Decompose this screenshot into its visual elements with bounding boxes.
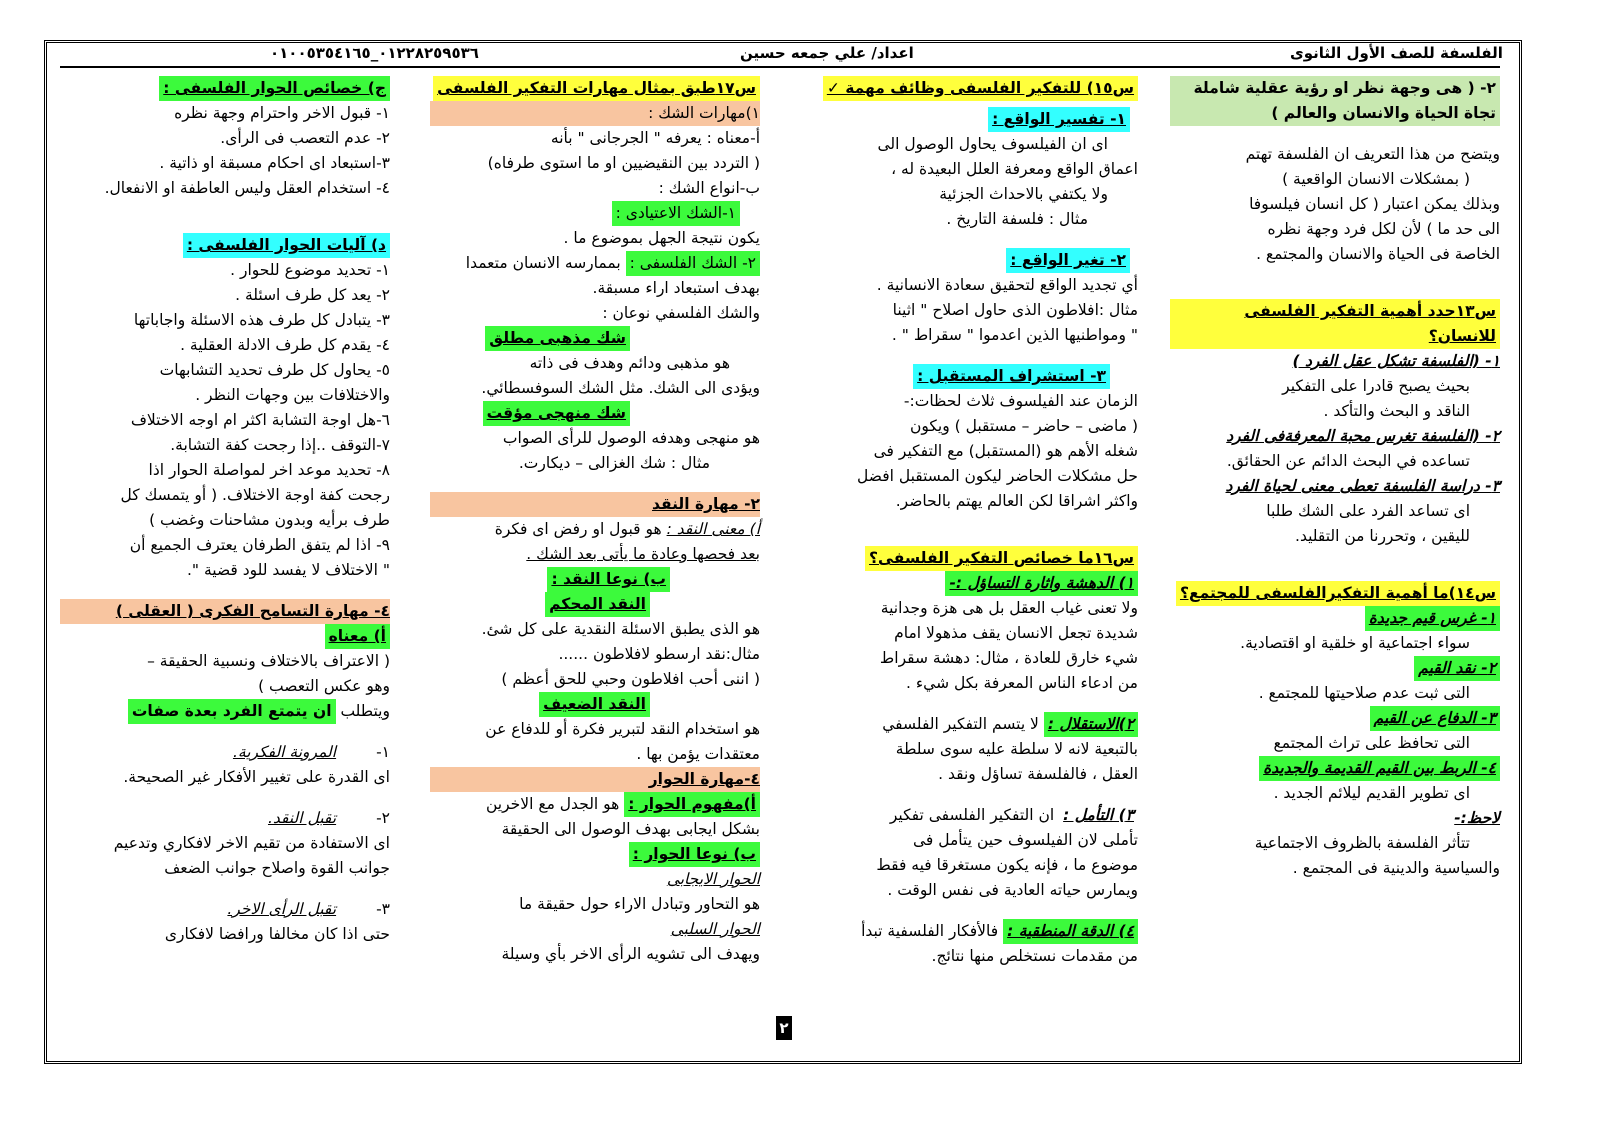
q14-item-line: اى تطوير القديم ليلائم الجديد . [1273, 784, 1470, 802]
dialogue-property-line: ٢- عدم التعصب فى الرأى. [220, 129, 390, 147]
dialogue-property-line: ٤- استخدام العقل وليس العاطفة او الانفعال. [104, 179, 390, 197]
trait-number: ١- [376, 743, 390, 761]
trait-number: ٢- [376, 809, 390, 827]
tolerance-meaning-line: وهو عكس التعصب ) [258, 677, 390, 695]
q16-title: س١٦ما خصائص التفكير الفلسفى؟ [865, 546, 1138, 571]
intro-line: الخاصة فى الحياة والانسان والمجتمع . [1256, 245, 1500, 263]
tolerance-meaning-line: ( الاعتراف بالاختلاف ونسبية الحقيقة – [147, 652, 390, 670]
dialogue-heading: ٤-مهارة الحوار [430, 767, 760, 792]
absolute-doubt-line: ويؤدى الى الشك. مثل الشك السوفسطائي. [481, 379, 760, 397]
dialogue-property-line: ١- قبول الاخر واحترام وجهة نظره [174, 104, 390, 122]
property-2-text: لا يتسم التفكير الفلسفي [882, 715, 1044, 733]
strong-criticism-line: مثال:نقد ارسطو لافلاطون ...... [558, 645, 760, 663]
dialogue-mechanism-line: ٣- يتبادل كل طرف هذه الاسئلة واجاباتها [133, 311, 390, 329]
criticism-meaning-line: بعد فحصها وعادة ما يأتى بعد الشك . [526, 545, 760, 563]
q14-item-heading: ٣- الدفاع عن القيم [1370, 706, 1500, 731]
function-2-line: مثال :افلاطون الذى حاول اصلاح " اثينا [892, 301, 1138, 319]
weak-criticism-line: معتقدات يؤمن بها . [636, 745, 760, 763]
methodical-doubt-heading: شك منهجى مؤقت [483, 401, 630, 426]
trait-heading: تقبل النقد. [267, 809, 337, 827]
absolute-doubt-heading: شك مذهبى مطلق [485, 326, 630, 351]
function-1-heading: ١- تفسير الواقع : [988, 107, 1130, 132]
property-1-line: شديدة تجعل الانسان يقف مذهولا امام [894, 624, 1138, 642]
q13-item-line: لليقين ، وتحررنا من التقليد. [1295, 527, 1470, 545]
dialogue-meaning-line: بشكل ايجابى بهدف الوصول الى الحقيقة [501, 820, 760, 838]
absolute-doubt-line: هو مذهبى ودائم وهدف فى ذاته [529, 354, 730, 372]
property-4-text: فالأفكار الفلسفية تبدأ [861, 922, 1004, 940]
q13-item-heading: ١- (الفلسفة تشكل عقل الفرد ) [1292, 352, 1500, 370]
property-4-heading: ٤) الدقة المنطقية : [1003, 919, 1138, 944]
property-1-line: شيء خارق للعادة ، مثال: دهشة سقراط [879, 649, 1138, 667]
function-3-line: واكثر اشراقا لكن العالم يهتم بالحاضر. [895, 492, 1138, 510]
function-1-line: اعماق الواقع ومعرفة العلل البعيدة له ، [891, 160, 1138, 178]
tolerance-requires-text: ويتطلب [335, 702, 390, 720]
property-1-heading: ١) الدهشة واثارة التساؤل :- [945, 571, 1138, 596]
column-2 [808, 74, 1138, 969]
column-4 [60, 74, 390, 947]
function-1-line: ولا يكتفي بالاحداث الجزئية [939, 185, 1108, 203]
property-2-heading: ٢)الاستقلال : [1044, 712, 1138, 737]
dialogue-types-heading: ب) نوعا الحوار : [629, 842, 760, 867]
criticism-meaning-text: هو قبول او رفض اى فكرة [494, 520, 667, 538]
doubt-line: ب-انواع الشك : [658, 179, 760, 197]
doubt-line: ( التردد بين النقيضيين او ما استوى طرفاه) [487, 154, 760, 172]
intro-line: الى حد ما ) لأن لكل فرد وجهة نظره [1267, 220, 1500, 238]
function-3-line: شغله الأهم هو (المستقبل) مع التفكير فى [873, 442, 1138, 460]
strong-criticism-line: ( اننى أحب افلاطون وحبي للحق أعظم ) [501, 670, 760, 688]
dialogue-mechanism-line: ٧-التوقف ..إذا رجحت كفة التشابة. [170, 436, 390, 454]
methodical-doubt-line: هو منهجى وهدفه الوصول للرأى الصواب [502, 429, 760, 447]
philosophical-doubt-text: بممارسه الانسان متعمدا [465, 254, 626, 272]
q13-item-heading: ٣- دراسة الفلسفة تعطى معنى لحياة الفرد [1225, 477, 1500, 495]
methodical-doubt-line: مثال : شك الغزالى – ديكارت. [518, 454, 710, 472]
q13-item-line: اى تساعد الفرد على الشك طلبا [1266, 502, 1470, 520]
doubt-line: أ-معناه : يعرفه " الجرجانى " بأنه [550, 129, 760, 147]
tolerance-heading: ٤- مهارة التسامح الفكرى ( العقلى ) [60, 599, 390, 624]
positive-dialogue-line: هو التحاور وتبادل الاراء حول حقيقة ما [519, 895, 760, 913]
property-3-text: ان التفكير الفلسفى تفكير [889, 806, 1060, 824]
intro-line: وبذلك يمكن اعتبار ( كل انسان فيلسوفا [1249, 195, 1500, 213]
philosophical-doubt-line: بهدف استبعاد اراء مسبقة. [592, 279, 760, 297]
property-1-line: من ادعاء الناس المعرفة بكل شيء . [906, 674, 1138, 692]
function-3-heading: ٣- استشراف المستقبل : [913, 364, 1110, 389]
property-2-line: العقل ، فالفلسفة تساؤل ونقد . [938, 765, 1138, 783]
function-2-line: أي تجديد الواقع لتحقيق سعادة الانسانية . [876, 276, 1138, 294]
property-2-line: بالتبعية لانه لا سلطة عليه سوى سلطة [895, 740, 1138, 758]
doubt-heading: ١)مهارات الشك : [430, 101, 760, 126]
dialogue-mechanisms-heading: د) آليات الحوار الفلسفى : [183, 233, 390, 258]
dialogue-mechanism-line: ٤- يقدم كل طرف الادلة العقلية . [180, 336, 390, 354]
function-3-line: الزمان عند الفيلسوف ثلاث لحظات:- [903, 392, 1138, 410]
dialogue-mechanism-line: ٢- يعد كل طرف اسئلة . [235, 286, 390, 304]
q15-title: س١٥) للتفكير الفلسفى وظائف مهمة ✓ [823, 76, 1138, 101]
q14-item-line: سواء اجتماعية او خلقية او اقتصادية. [1240, 634, 1470, 652]
dialogue-mechanism-line: رجحت كفة اوجة الاختلاف. ( أو يتمسك كل [120, 486, 390, 504]
trait-line: جوانب القوة واصلاح جوانب الضعف [164, 859, 390, 877]
property-3-heading: ٣) التأمل : [1063, 806, 1134, 824]
q13-item-line: تساعده في البحث الدائم عن الحقائق. [1226, 452, 1470, 470]
function-3-line: ( ماضى – حاضر – مستقبل ) ويكون [909, 417, 1138, 435]
intro-question: ٢- ( هى وجهة نظر او رؤية عقلية شاملة تجاة الحياة والانسان والعالم ) [1170, 76, 1500, 126]
philosophical-doubt-heading: ٢- الشك الفلسفى : [626, 251, 760, 276]
dialogue-mechanism-line: ٥- يحاول كل طرف تحديد التشابهات [159, 361, 390, 379]
column-1 [1170, 74, 1500, 881]
column-3 [430, 74, 760, 967]
weak-criticism-line: هو استخدام النقد لتبرير فكرة أو للدفاع عن [485, 720, 760, 738]
property-3-line: موضوع ما ، فإنه يكون مستغرقا فيه فقط [876, 856, 1138, 874]
note-line: والسياسية والدينية فى المجتمع . [1292, 859, 1500, 877]
dialogue-meaning-heading: أ)مفهوم الحوار : [624, 792, 760, 817]
q14-item-heading: ٢- نقد القيم [1414, 656, 1500, 681]
trait-heading: المرونة الفكرية. [232, 743, 337, 761]
negative-dialogue-heading: الحوار السلبى [670, 920, 760, 938]
q17-title: س١٧طبق بمثال مهارات التفكير الفلسفى [433, 76, 760, 101]
property-1-line: ولا تعنى غياب العقل بل هى هزة وجدانية [880, 599, 1138, 617]
criticism-types-heading: ب) نوعا النقد : [547, 567, 670, 592]
header-phones: ٠١٢٢٨٢٥٩٥٣٦_٠١٠٠٥٣٥٤١٦٥ [270, 44, 479, 62]
dialogue-property-line: ٣-استبعاد اى احكام مسبقة او ذاتية . [159, 154, 390, 172]
ordinary-doubt-heading: ١-الشك الاعتيادى : [612, 201, 740, 226]
philosophical-doubt-line: والشك الفلسفي نوعان : [602, 304, 760, 322]
intro-line: ( بمشكلات الانسان الواقعية ) [1282, 170, 1470, 188]
property-3-line: تأملى لان الفيلسوف حين يتأمل فى [913, 831, 1138, 849]
q13-item-heading: ٢- (الفلسفة تغرس محبة المعرفةفى الفرد [1226, 427, 1500, 445]
strong-criticism-line: هو الذى يطبق الاسئلة النقدية على كل شئ. [481, 620, 760, 638]
tolerance-meaning-heading: أ) معناه [325, 624, 390, 649]
tolerance-requires-highlight: ان يتمتع الفرد بعدة صفات [128, 699, 336, 724]
strong-criticism-heading: النقد المحكم [545, 592, 650, 617]
q14-item-line: التى تحافظ على تراث المجتمع [1273, 734, 1470, 752]
note-line: تتأثر الفلسفة بالظروف الاجتماعية [1254, 834, 1470, 852]
q13-item-line: بحيث يصبح قادرا على التفكير [1282, 377, 1470, 395]
positive-dialogue-heading: الحوار الايجابى [666, 870, 760, 888]
weak-criticism-heading: النقد الضعيف [539, 692, 650, 717]
negative-dialogue-line: ويهدف الى تشويه الرأى الاخر بأي وسيلة [501, 945, 760, 963]
q13-item-line: الناقد و البحث والتأكد . [1323, 402, 1470, 420]
property-3-line: ويمارس حياته العادية فى نفس الوقت . [887, 881, 1138, 899]
dialogue-mechanism-line: طرف برأيه وبدون مشاحنات وغضب ) [149, 511, 390, 529]
criticism-heading: ٢- مهارة النقد [430, 492, 760, 517]
trait-line: اى الاستفادة من تقيم الاخر لافكاري وتدعيم [113, 834, 390, 852]
trait-number: ٣- [376, 900, 390, 918]
dialogue-mechanism-line: والاختلافات بين وجهات النظر . [195, 386, 390, 404]
function-2-line: " ومواطنيها الذين اعدموا " سقراط " . [891, 326, 1138, 344]
intro-line: ويتضح من هذا التعريف ان الفلسفة تهتم [1245, 145, 1500, 163]
dialogue-mechanism-line: ٩- اذا لم يتفق الطرفان يعترف الجميع أن [129, 536, 390, 554]
header-subject: الفلسفة للصف الأول الثانوى [1290, 44, 1503, 62]
function-3-line: حل مشكلات الحاضر ليكون المستقبل افضل [857, 467, 1138, 485]
ordinary-doubt-line: يكون نتيجة الجهل بموضوع ما . [563, 229, 760, 247]
trait-line: اى القدرة على تغيير الأفكار غير الصحيحة. [123, 768, 390, 786]
dialogue-properties-heading: ج) خصائص الحوار الفلسفى : [159, 76, 390, 101]
property-4-line: من مقدمات نستخلص منها نتائج. [931, 947, 1138, 965]
function-2-heading: ٢- تغير الواقع : [1006, 248, 1130, 273]
q14-item-heading: ١- غرس قيم جديدة [1365, 606, 1500, 631]
dialogue-mechanism-line: ٦-هل اوجة التشابة اكثر ام اوجه الاختلاف [130, 411, 390, 429]
q14-item-heading: ٤- الربط بين القيم القديمة والجديدة [1259, 756, 1500, 781]
trait-heading: تقبل الرأى الاخر. [227, 900, 337, 918]
trait-line: حتى اذا كان مخالفا ورافضا لافكارى [164, 925, 390, 943]
dialogue-meaning-text: هو الجدل مع الاخرين [486, 795, 625, 813]
header-divider [60, 66, 1500, 68]
dialogue-mechanism-line: ٨- تحديد موعد اخر لمواصلة الحوار اذا [148, 461, 390, 479]
q14-item-line: التى ثبت عدم صلاحيتها للمجتمع . [1258, 684, 1470, 702]
q14-title: س١٤)ما أهمية التفكيرالفلسفى للمجتمع؟ [1176, 581, 1500, 606]
dialogue-mechanism-line: ١- تحديد موضوع للحوار . [230, 261, 390, 279]
note-heading: لاحظ:- [1454, 809, 1500, 827]
function-1-line: مثال : فلسفة التاريخ . [946, 210, 1088, 228]
function-1-line: اى ان الفيلسوف يحاول الوصول الى [877, 135, 1108, 153]
page-number: ٢ [776, 1016, 792, 1040]
q13-title: س١٣حدد أهمية التفكير الفلسفى للانسان؟ [1170, 299, 1500, 349]
header-author: اعداد/ علي جمعه حسين [740, 44, 914, 62]
dialogue-mechanism-line: " الاختلاف لا يفسد للود قضية ". [186, 561, 390, 579]
criticism-meaning-heading: أ) معنى النقد : [666, 520, 760, 538]
